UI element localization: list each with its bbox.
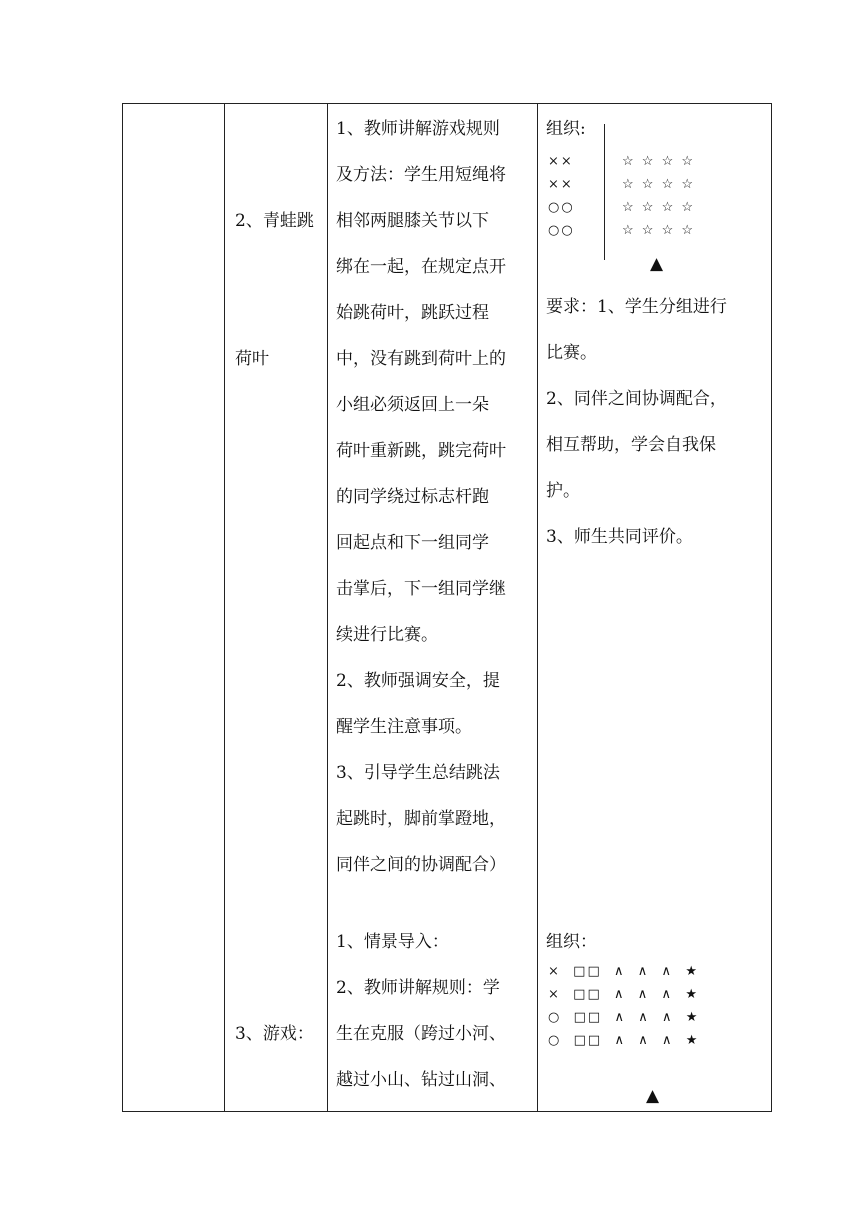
formation-left xyxy=(548,150,575,242)
method-line: 击掌后，下一组同学继 xyxy=(336,579,506,599)
formation-row: ○○ xyxy=(548,200,575,215)
requirement-line: 2、同伴之间协调配合， xyxy=(546,389,727,409)
teacher-mark: ▲ xyxy=(646,1086,660,1106)
method-line: 荷叶重新跳，跳完荷叶 xyxy=(336,441,506,461)
org-label: 组织： xyxy=(546,932,597,952)
method-line: 中，没有跳到荷叶上的 xyxy=(336,349,506,369)
start-line xyxy=(604,124,605,260)
empty-cell xyxy=(123,104,224,1111)
formation-obstacles xyxy=(548,960,699,1052)
method-line: 1、教师讲解游戏规则 xyxy=(336,119,500,139)
method-line: 绑在一起，在规定点开 xyxy=(336,257,506,277)
formation-row: ×× xyxy=(548,154,574,169)
formation-row: ☆ ☆ ☆ ☆ xyxy=(622,223,696,238)
formation-row: ○○ xyxy=(548,223,575,238)
formation-row: ☆ ☆ ☆ ☆ xyxy=(622,177,696,192)
formation-row: ☆ ☆ ☆ ☆ xyxy=(622,154,696,169)
title-line: 3、游戏： xyxy=(235,1024,314,1044)
requirements-text xyxy=(546,284,727,560)
method-line: 生在克服（跨过小河、 xyxy=(336,1024,506,1044)
teacher-mark: ▲ xyxy=(650,254,664,274)
method-line: 续进行比赛。 xyxy=(336,625,438,645)
formation-row: ×× xyxy=(548,177,574,192)
formation-row: × □□ ∧ ∧ ∧ ★ xyxy=(548,987,699,1002)
method-line: 回起点和下一组同学 xyxy=(336,533,489,553)
title-line: 荷叶 xyxy=(235,349,269,369)
method-line: 2、教师强调安全，提 xyxy=(336,671,500,691)
requirement-line: 护。 xyxy=(546,481,580,501)
method-line: 起跳时，脚前掌蹬地， xyxy=(336,809,506,829)
method-line: 及方法：学生用短绳将 xyxy=(336,165,506,185)
title-line: 2、青蛙跳 xyxy=(235,211,314,231)
method-column xyxy=(328,104,537,1111)
method-line: 同伴之间的协调配合） xyxy=(336,855,506,875)
method-line: 的同学绕过标志杆跑 xyxy=(336,487,489,507)
requirement-line: 3、师生共同评价。 xyxy=(546,527,693,547)
method-line: 始跳荷叶，跳跃过程 xyxy=(336,303,489,323)
formation-stars xyxy=(622,150,695,242)
formation-row: × □□ ∧ ∧ ∧ ★ xyxy=(548,964,699,979)
method-line: 醒学生注意事项。 xyxy=(336,717,472,737)
method-line: 相邻两腿膝关节以下 xyxy=(336,211,489,231)
title-column xyxy=(225,104,327,1111)
requirement-line: 相互帮助，学会自我保 xyxy=(546,435,716,455)
method-line: 越过小山、钻过山洞、 xyxy=(336,1070,506,1090)
method-line: 小组必须返回上一朵 xyxy=(336,395,489,415)
method-line: 3、引导学生总结跳法 xyxy=(336,763,500,783)
method-text-frog xyxy=(336,106,506,888)
section-title-frog xyxy=(235,106,314,474)
method-text-game xyxy=(336,919,506,1103)
lesson-plan-table xyxy=(122,103,772,1112)
method-line: 2、教师讲解规则：学 xyxy=(336,978,500,998)
organization-column xyxy=(538,104,773,1111)
formation-row: ○ □□ ∧ ∧ ∧ ★ xyxy=(548,1010,700,1025)
requirement-line: 要求：1、学生分组进行 xyxy=(546,297,727,317)
formation-row: ☆ ☆ ☆ ☆ xyxy=(622,200,696,215)
requirement-line: 比赛。 xyxy=(546,343,597,363)
method-line: 1、情景导入： xyxy=(336,932,449,952)
formation-row: ○ □□ ∧ ∧ ∧ ★ xyxy=(548,1033,700,1048)
section-title-game xyxy=(235,919,314,1149)
org-label: 组织: xyxy=(546,119,586,139)
